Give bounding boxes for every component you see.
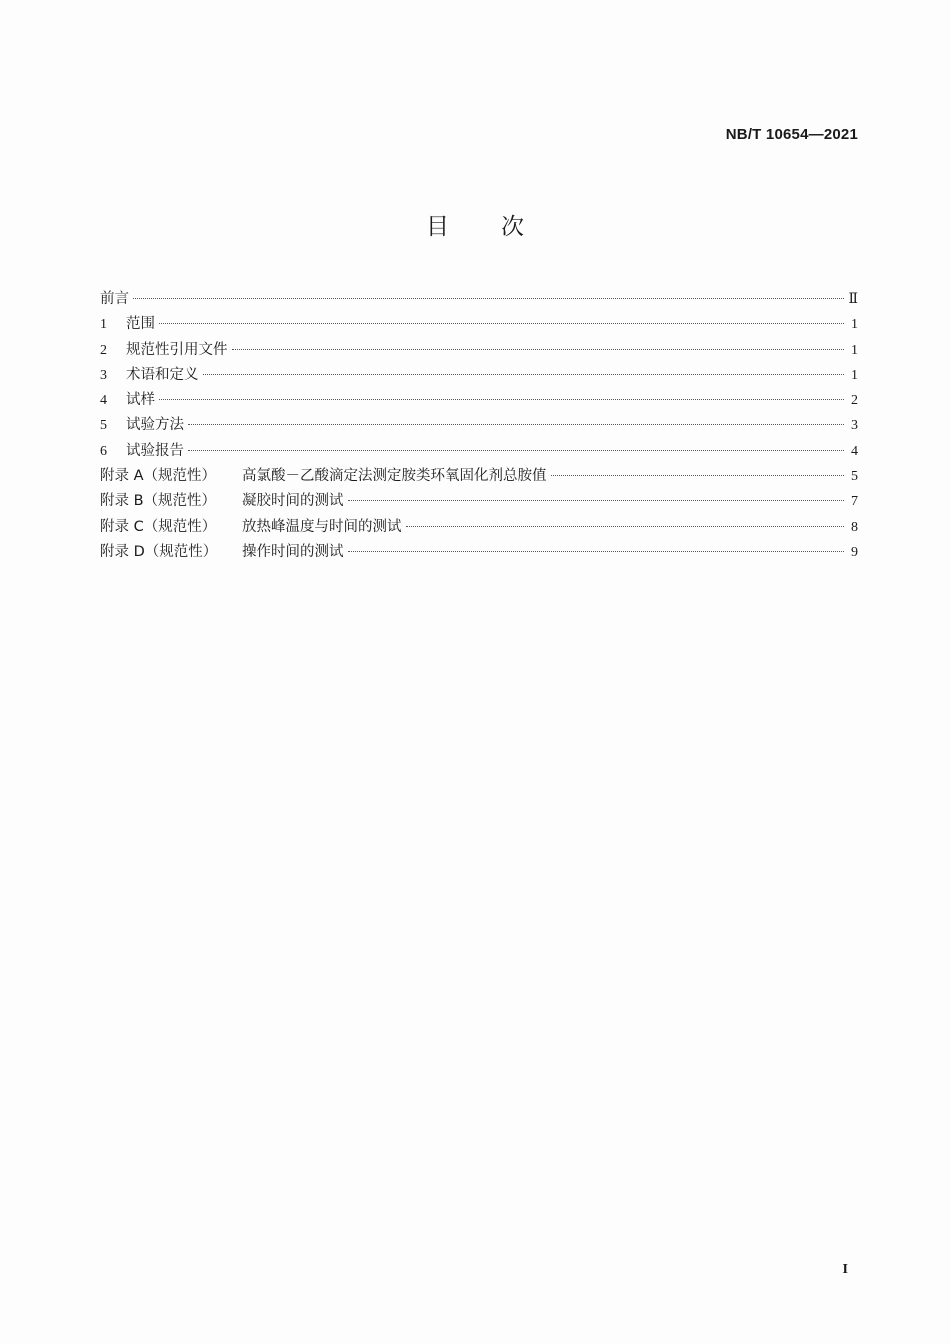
toc-entry-page: 1 <box>851 342 858 358</box>
toc-entry-annex-b[interactable] <box>100 489 858 514</box>
toc-entry-page: Ⅱ <box>848 292 858 307</box>
dot-leader <box>348 500 845 501</box>
toc-entry-page: 7 <box>851 494 858 510</box>
toc-entry-test-methods[interactable] <box>100 413 858 438</box>
toc-entry-normative-references[interactable] <box>100 338 858 363</box>
toc-entry-label: 试验报告 <box>126 442 184 459</box>
toc-entry-page: 1 <box>851 367 858 383</box>
toc-entry-label: 高氯酸－乙酸滴定法测定胺类环氧固化剂总胺值 <box>242 468 547 485</box>
toc-entry-test-report[interactable] <box>100 439 858 464</box>
toc-annex-prefix: 附录 A（规范性） <box>100 468 217 485</box>
toc-entry-annex-a[interactable] <box>100 464 858 489</box>
toc-entry-label: 试验方法 <box>126 417 184 434</box>
table-of-contents <box>100 287 858 565</box>
toc-title: 目次 <box>426 214 576 240</box>
toc-entry-page: 1 <box>851 317 858 333</box>
toc-entry-number: 2 <box>100 342 107 358</box>
toc-entry-number: 6 <box>100 443 107 459</box>
toc-entry-annex-d[interactable] <box>100 540 858 565</box>
toc-entry-terms-definitions[interactable] <box>100 363 858 388</box>
dot-leader <box>232 349 845 350</box>
toc-entry-number: 4 <box>100 393 107 409</box>
toc-entry-page: 2 <box>851 393 858 409</box>
toc-entry-page: 8 <box>851 519 858 535</box>
toc-entry-specimens[interactable] <box>100 388 858 413</box>
page-number: I <box>842 1262 848 1277</box>
toc-entry-page: 4 <box>851 443 858 459</box>
dot-leader <box>406 526 845 527</box>
toc-annex-prefix: 附录 D（规范性） <box>100 543 218 560</box>
toc-entry-foreword[interactable] <box>100 287 858 312</box>
dot-leader <box>203 374 845 375</box>
toc-entry-number: 1 <box>100 317 107 333</box>
dot-leader <box>188 450 844 451</box>
standard-code: NB/T 10654—2021 <box>725 126 858 143</box>
toc-entry-number: 5 <box>100 418 107 434</box>
dot-leader <box>551 475 845 476</box>
dot-leader <box>159 399 844 400</box>
toc-entry-page: 5 <box>851 469 858 485</box>
toc-entry-number: 3 <box>100 367 107 383</box>
toc-entry-label: 凝胶时间的测试 <box>242 493 344 510</box>
toc-entry-annex-c[interactable] <box>100 515 858 540</box>
toc-entry-label: 术语和定义 <box>126 366 199 383</box>
dot-leader <box>159 323 844 324</box>
toc-annex-prefix: 附录 C（规范性） <box>100 518 217 535</box>
toc-entry-label: 规范性引用文件 <box>126 341 228 358</box>
toc-entry-label: 操作时间的测试 <box>242 543 344 560</box>
toc-entry-page: 9 <box>851 544 858 560</box>
dot-leader <box>348 551 845 552</box>
toc-entry-label: 放热峰温度与时间的测试 <box>242 518 402 535</box>
toc-entry-label: 范围 <box>126 316 155 333</box>
toc-annex-prefix: 附录 B（规范性） <box>100 493 217 510</box>
dot-leader <box>133 298 844 299</box>
dot-leader <box>188 424 844 425</box>
toc-entry-label: 前言 <box>100 291 129 307</box>
toc-entry-scope[interactable] <box>100 312 858 337</box>
toc-entry-label: 试样 <box>126 392 155 409</box>
toc-entry-page: 3 <box>851 418 858 434</box>
